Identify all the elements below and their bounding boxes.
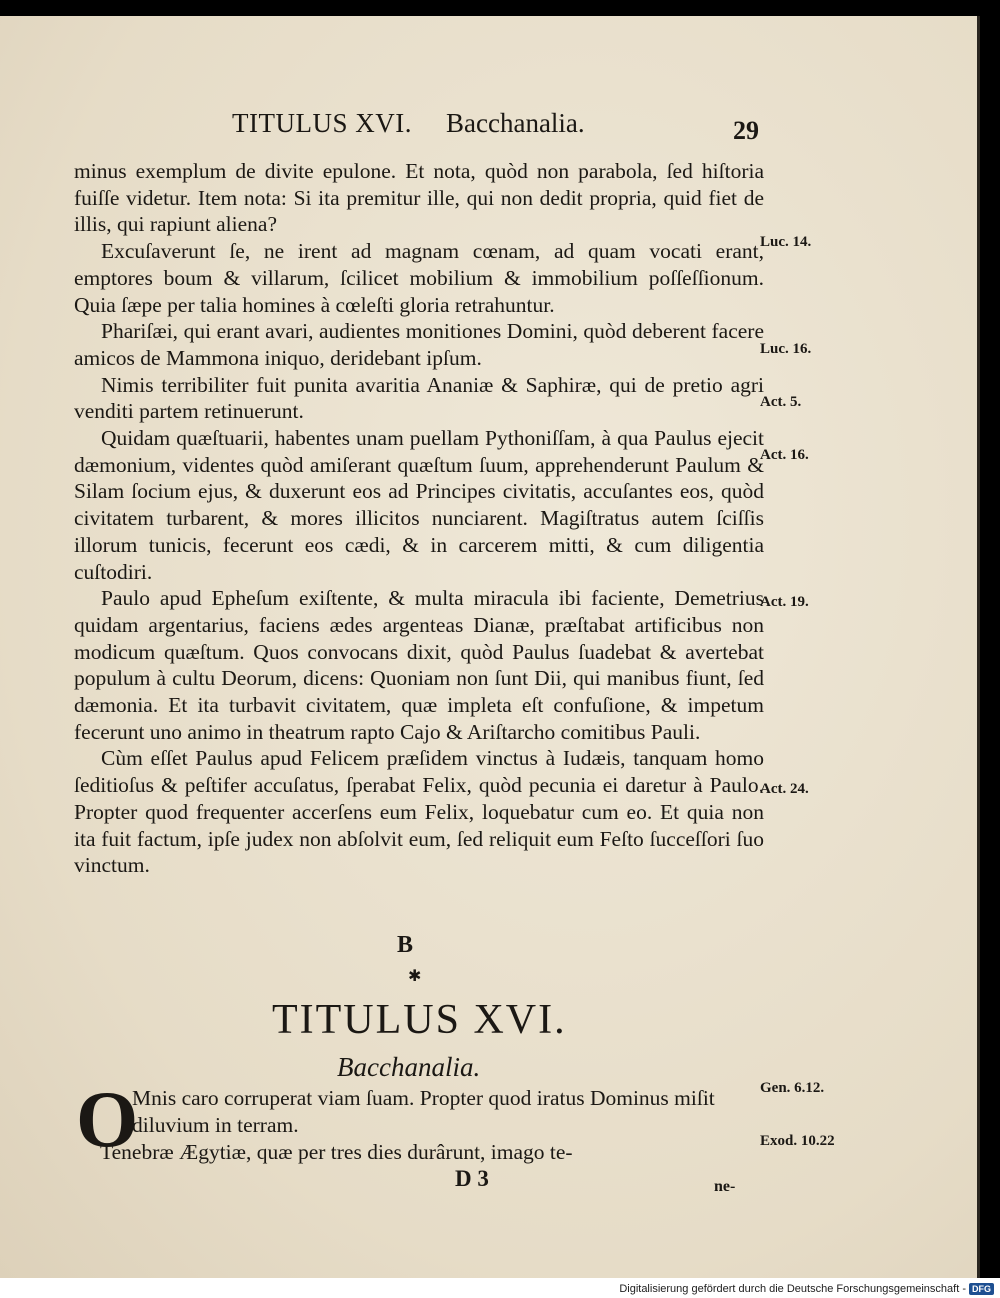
margin-reference: Luc. 14. — [760, 234, 812, 250]
signature-mark: B — [397, 932, 414, 958]
body-text — [74, 158, 764, 879]
section-title: TITULUS XVI. — [272, 997, 567, 1043]
section-paragraph: Tenebræ Ægytiæ, quæ per tres dies durârunt, imago te- — [100, 1140, 573, 1164]
margin-reference: Gen. 6.12. — [760, 1080, 825, 1096]
section-paragraph: Mnis caro corruperat viam ſuam. Propter quod iratus Dominus miſit diluvium in terram. — [132, 1086, 715, 1137]
margin-reference: Act. 16. — [760, 447, 809, 463]
page-number: 29 — [733, 116, 759, 145]
star-mark: ✱ — [408, 968, 422, 985]
margin-reference: Act. 5. — [760, 394, 802, 410]
footer-text: Digitalisierung gefördert durch die Deutsche Forschungsgemeinschaft - — [619, 1282, 966, 1295]
paragraph: Excuſaverunt ſe, ne irent ad magnam cœnam, ad quam vocati erant, emptores boum & villarum, ſcilicet mobilium & immobilium poſſeſſionum. Quia ſæpe per talia homines à cœleſti gloria retrahuntur. — [74, 239, 764, 317]
paragraph: minus exemplum de divite epulone. Et nota, quòd non parabola, ſed hiſtoria fuiſſe videtur. Item nota: Si ita premitur ille, qui non dedit propria, quid fiet de illis, qui rapiunt aliena? — [74, 159, 764, 237]
dfg-logo-icon: DFG — [969, 1283, 994, 1295]
margin-reference: Exod. 10.22 — [760, 1133, 835, 1149]
paragraph: Quidam quæſtuarii, habentes unam puellam Pythoniſſam, à qua Paulus ejecit dæmonium, videntes quòd amiſerant quæſtum ſuum, apprehenderunt Paulum & Silam ſocium ejus, & duxerunt eos ad Principes civitatis, accuſantes eos, quòd civitatem turbarent, & mores illicitos nunciarent. Magiſtratus autem ſciſſis illorum tunicis, fecerunt eos cædi, & in carcerem mitti, & cum diligentia cuſtodiri. — [74, 426, 764, 584]
catchword: ne- — [714, 1178, 736, 1195]
running-head-subtitle: Bacchanalia. — [446, 108, 585, 138]
running-head-title: TITULUS XVI. — [232, 108, 412, 138]
section-subtitle: Bacchanalia. — [337, 1052, 481, 1082]
running-head — [232, 108, 772, 142]
margin-reference: Act. 24. — [760, 781, 809, 797]
paragraph: Nimis terribiliter fuit punita avaritia Ananiæ & Saphiræ, qui de pretio agri venditi partem retinuerunt. — [74, 372, 764, 424]
paragraph: Phariſæi, qui erant avari, audientes monitiones Domini, quòd deberent facere amicos de Mammona iniquo, deridebant ipſum. — [74, 319, 764, 370]
section-text — [100, 1085, 752, 1166]
paragraph: Paulo apud Epheſum exiſtente, & multa miracula ibi faciente, Demetrius quidam argentarius, faciens ædes argenteas Dianæ, præſtabat artificibus non modicum quæſtum. Quos convocans dixit, quòd Paulus ſuadebat & avertebat populum à cultu Deorum, dicens: Quoniam non ſunt Dii, qui manibus fiunt, ſed dæmonia. Et ita turbavit civitatem, quæ impleta eſt confuſione, & impetum fecerunt uno animo in theatrum rapto Cajo & Ariſtarcho comitibus Pauli. — [74, 586, 764, 744]
book-page — [0, 16, 980, 1278]
drop-cap: O — [76, 1076, 139, 1164]
paragraph: Cùm eſſet Paulus apud Felicem præſidem vinctus à Iudæis, tanquam homo ſeditioſus & peſtifer accuſatus, ſperabat Felix, quòd pecunia ei daretur à Paulo. Propter quod frequenter accerſens eum Felix, loquebatur cum eo. Et quia non ita fuit factum, ipſe judex non abſolvit eum, ſed reliquit eum Feſto ſucceſſori ſuo vinctum. — [74, 746, 764, 878]
margin-reference: Luc. 16. — [760, 341, 812, 357]
footer — [615, 1281, 994, 1296]
margin-reference: Act. 19. — [760, 594, 809, 610]
gathering-signature: D 3 — [455, 1166, 489, 1191]
